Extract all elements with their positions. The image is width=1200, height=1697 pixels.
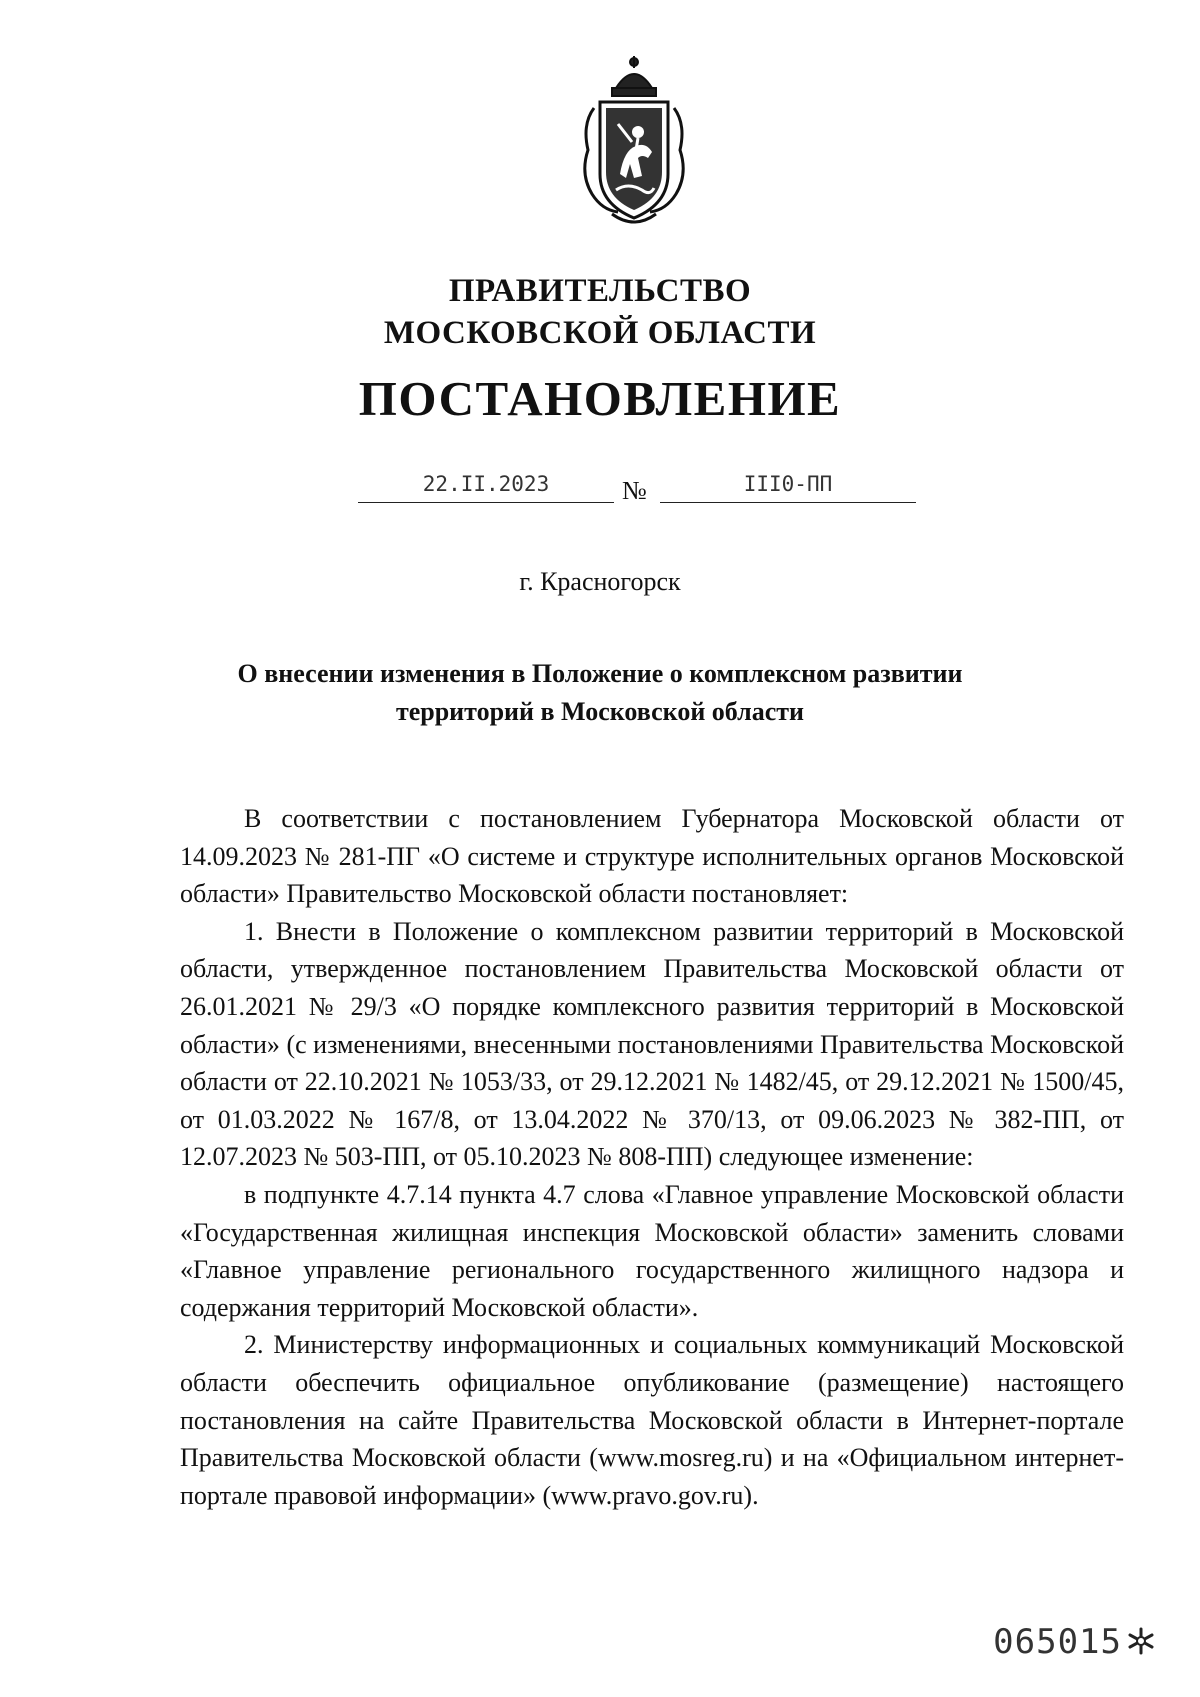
registration-line (0, 470, 1200, 510)
document-subject (180, 655, 1020, 731)
preamble-paragraph: В соответствии с постановлением Губернатора Московской области от 14.09.2023 № 281-ПГ «О системе и структуре исполнительных органов Московской области» Правительство Московской области постановляет: (180, 804, 1124, 909)
number-sign: № (622, 476, 647, 505)
document-date: 22.II.2023 (358, 470, 614, 503)
document-number: III0-ПП (660, 470, 916, 503)
clause-2-paragraph: 2. Министерству информационных и социальных коммуникаций Московской области обеспечить официальное опубликование (размещение) настоящего постановления на сайте Правительства Московской области в Интернет-портале Правительства Московской области (www.mosreg.ru) и на «Официальном интернет-портале правовой информации» (www.pravo.gov.ru). (180, 1330, 1124, 1510)
issuing-authority (0, 270, 1200, 354)
authority-line-1: ПРАВИТЕЛЬСТВО (448, 273, 752, 309)
serial-number: 065015 (993, 1622, 1122, 1662)
document-body (180, 800, 1124, 1514)
document-type-title: ПОСТАНОВЛЕНИЕ (358, 371, 842, 426)
subject-line-1: О внесении изменения в Положение о комплексном развитии (237, 659, 963, 688)
subject-line-2: территорий в Московской области (395, 697, 805, 726)
moscow-oblast-coat-of-arms-icon (572, 54, 696, 230)
clause-1-paragraph: 1. Внести в Положение о комплексном развитии территорий в Московской области, утвержденное постановлением Правительства Московской области от 26.01.2021 № 29/3 «О порядке комплексного развития территорий в Московской области» (с изменениями, внесенными постановлениями Правительства Московской области от 22.10.2021 № 1053/33, от 29.12.2021 № 1482/45, от 29.12.2021 № 1500/45, от 01.03.2022 № 167/8, от 13.04.2022 № 370/13, от 09.06.2023 № 382-ПП, от 12.07.2023 № 503-ПП, от 05.10.2023 № 808-ПП) следующее изменение: (180, 916, 1124, 1172)
asterisk-icon (1126, 1626, 1156, 1656)
authority-line-2: МОСКОВСКОЙ ОБЛАСТИ (383, 315, 817, 351)
clause-1-amendment-paragraph: в подпункте 4.7.14 пункта 4.7 слова «Главное управление Московской области «Государственная жилищная инспекция Московской области» заменить словами «Главное управление регионального государственного жилищного надзора и содержания территорий Московской области». (180, 1179, 1124, 1322)
place-of-issue: г. Красногорск (519, 567, 681, 596)
